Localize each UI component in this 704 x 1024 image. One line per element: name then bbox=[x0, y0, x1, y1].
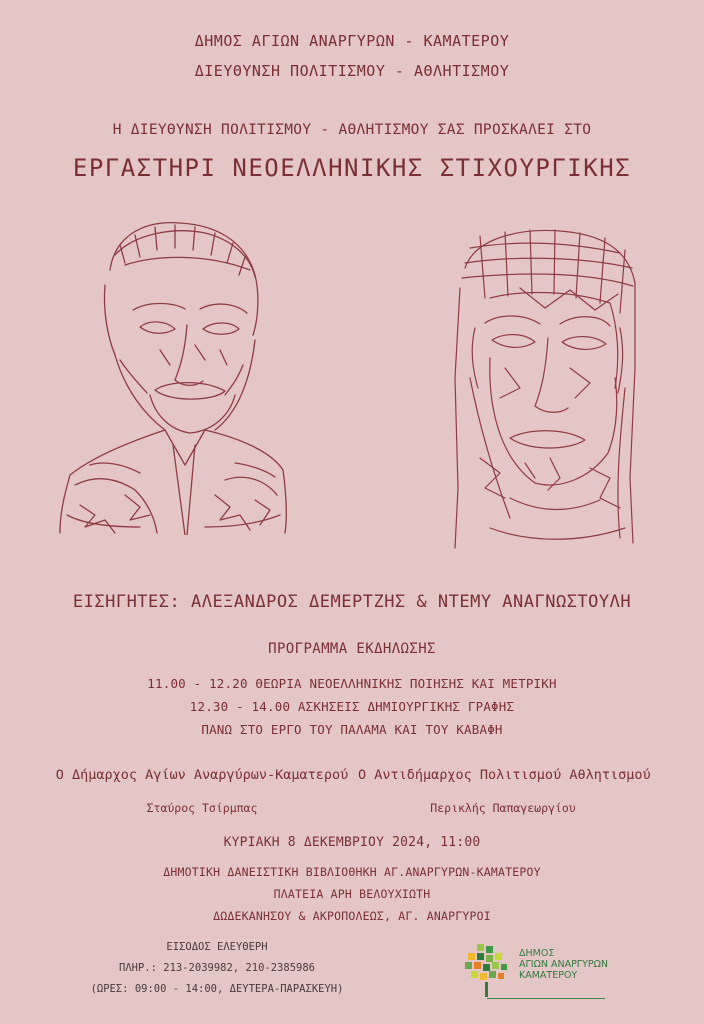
event-square: ΠΛΑΤΕΙΑ ΑΡΗ ΒΕΛΟΥΧΙΩΤΗ bbox=[273, 887, 431, 901]
logo-line: ΔΗΜΟΣ bbox=[519, 948, 555, 959]
event-venue: ΔΗΜΟΤΙΚΗ ΔΑΝΕΙΣΤΙΚΗ ΒΙΒΛΙΟΘΗΚΗ ΑΓ.ΑΝΑΡΓΥΡΩΝ-ΚΑΜΑΤΕΡΟΥ bbox=[163, 865, 541, 879]
portrait-sketch-left bbox=[55, 215, 290, 535]
workshop-title: ΕΡΓΑΣΤΗΡΙ ΝΕΟΕΛΛΗΝΙΚΗΣ ΣΤΙΧΟΥΡΓΙΚΗΣ bbox=[72, 154, 632, 182]
logo-line: ΚΑΜΑΤΕΡΟΥ bbox=[519, 970, 578, 981]
office-hours: (ΩΡΕΣ: 09:00 - 14:00, ΔΕΥΤΕΡΑ-ΠΑΡΑΣΚΕΥΗ) bbox=[90, 983, 344, 995]
invitation-line: Η ΔΙΕΥΘΥΝΣΗ ΠΟΛΙΤΙΣΜΟΥ - ΑΘΛΗΤΙΣΜΟΥ ΣΑΣ ΠΡΟΣΚΑΛΕΙ ΣΤΟ bbox=[112, 122, 592, 138]
mayor-signature-block bbox=[52, 759, 352, 825]
entry-note: ΕΙΣΟΔΟΣ ΕΛΕΥΘΕΡΗ bbox=[166, 941, 268, 953]
tree-logo-icon bbox=[463, 942, 515, 1000]
logo-line: ΑΓΙΩΝ ΑΝΑΡΓΥΡΩΝ bbox=[519, 959, 609, 970]
event-date: ΚΥΡΙΑΚΗ 8 ΔΕΚΕΜΒΡΙΟΥ 2024, 11:00 bbox=[223, 835, 481, 850]
logo-underline bbox=[487, 998, 605, 999]
contact-info bbox=[82, 937, 352, 1000]
deputy-name: Περικλής Παπαγεωργίου bbox=[430, 801, 576, 815]
speakers-line: ΕΙΣΗΓΗΤΕΣ: ΑΛΕΞΑΝΔΡΟΣ ΔΕΜΕΡΤΖΗΣ & ΝΤΕΜΥ ΑΝΑΓΝΩΣΤΟΥΛΗ bbox=[72, 592, 632, 612]
deputy-signature-block bbox=[358, 759, 651, 825]
department-name: ΔΙΕΥΘΥΝΣΗ ΠΟΛΙΤΙΣΜΟΥ - ΑΘΛΗΤΙΣΜΟΥ bbox=[194, 62, 510, 80]
program-item: ΠΑΝΩ ΣΤΟ ΕΡΓΟ ΤΟΥ ΠΑΛΑΜΑ ΚΑΙ ΤΟΥ ΚΑΒΑΦΗ bbox=[201, 722, 503, 737]
logo-text bbox=[519, 948, 608, 981]
municipality-name: ΔΗΜΟΣ ΑΓΙΩΝ ΑΝΑΡΓΥΡΩΝ - ΚΑΜΑΤΕΡΟΥ bbox=[194, 32, 510, 50]
event-address: ΔΩΔΕΚΑΝΗΣΟΥ & ΑΚΡΟΠΟΛΕΩΣ, ΑΓ. ΑΝΑΡΓΥΡΟΙ bbox=[213, 909, 491, 923]
mayor-name: Σταύρος Τσίρμπας bbox=[146, 801, 258, 815]
program-item: 11.00 - 12.20 ΘΕΩΡΙΑ ΝΕΟΕΛΛΗΝΙΚΗΣ ΠΟΙΗΣΗΣ ΚΑΙ ΜΕΤΡΙΚΗ bbox=[147, 676, 557, 691]
deputy-role: Ο Αντιδήμαρχος Πολιτισμού Αθλητισμού bbox=[358, 767, 651, 783]
phone-numbers: ΠΛΗΡ.: 213-2039982, 210-2385986 bbox=[119, 962, 315, 974]
portrait-sketch-right bbox=[450, 228, 640, 553]
program-item: 12.30 - 14.00 ΑΣΚΗΣΕΙΣ ΔΗΜΙΟΥΡΓΙΚΗΣ ΓΡΑΦΗΣ bbox=[189, 699, 515, 714]
municipality-logo bbox=[463, 942, 613, 1002]
mayor-role: Ο Δήμαρχος Αγίων Αναργύρων-Καματερού bbox=[55, 767, 349, 783]
program-title: ΠΡΟΓΡΑΜΜΑ ΕΚΔΗΛΩΣΗΣ bbox=[268, 641, 436, 657]
